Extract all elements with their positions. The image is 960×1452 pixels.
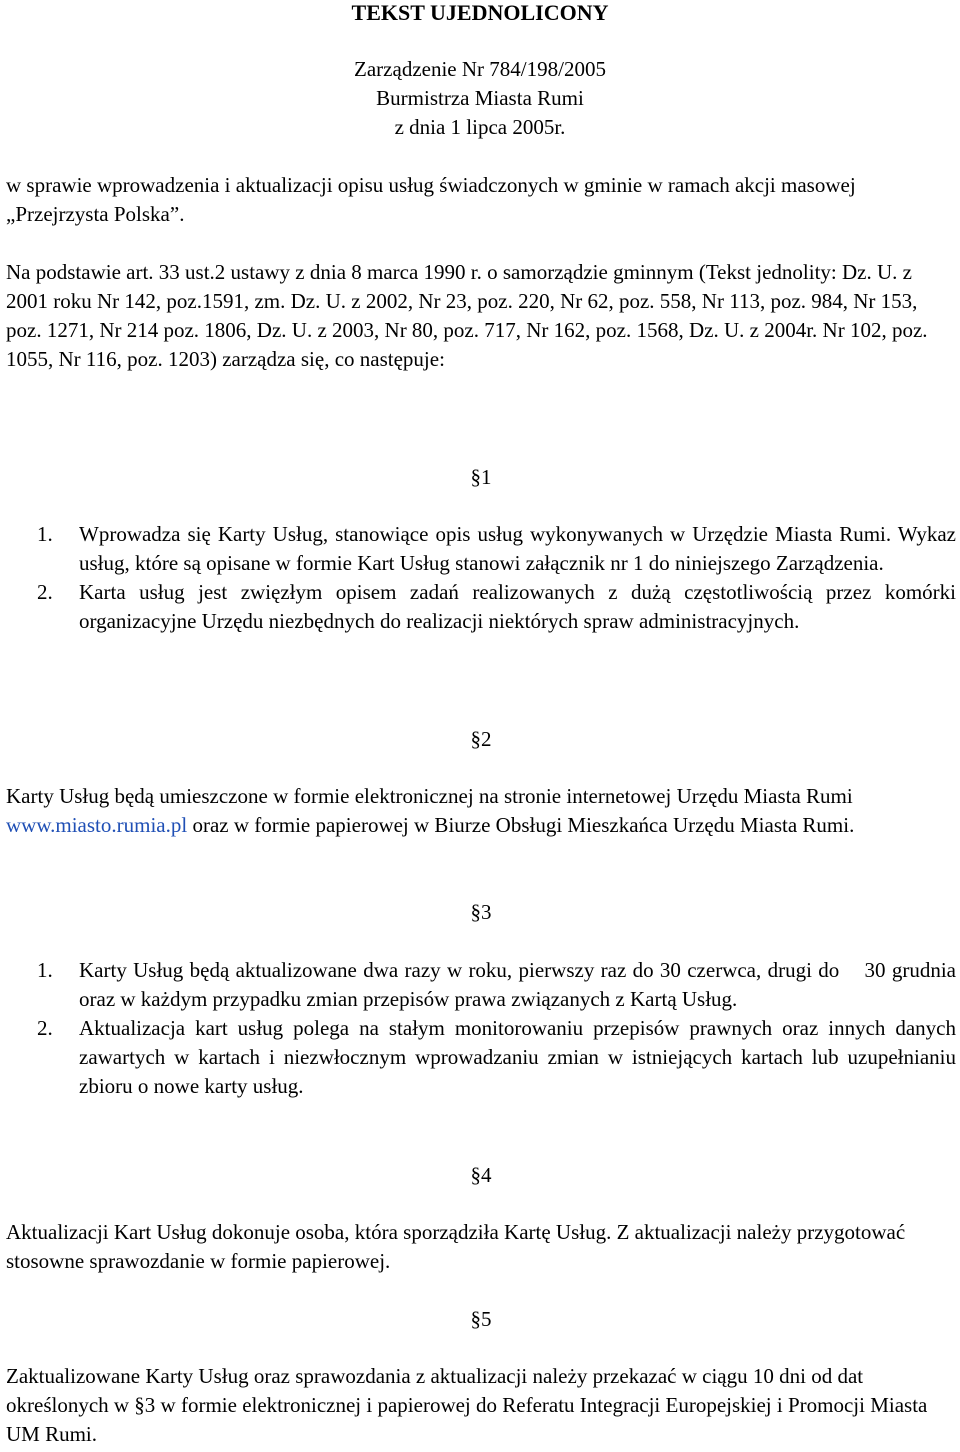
list-item-number: 2. [37, 1016, 53, 1040]
ordinance-number: Zarządzenie Nr 784/198/2005 [354, 57, 606, 81]
list-item [37, 956, 956, 1014]
legal-basis-paragraph: Na podstawie art. 33 ust.2 ustawy z dnia 8 marca 1990 r. o samorządzie gminnym (Tekst jednolity: Dz. U. z 2001 roku Nr 142, poz.1591, zm. Dz. U. z 2002, Nr 23, poz. 220, Nr 62, poz. 558, Nr 113, poz. 984, Nr 153, poz. 1271, Nr 214 poz. 1806, Dz. U. z 2003, Nr 80, poz. 717, Nr 162, poz. 1568, Dz. U. z 2004r. Nr 102, poz. 1055, Nr 116, poz. 1203) zarządza się, co następuje: [6, 260, 928, 371]
list-item-text: Aktualizacja kart usług polega na stałym monitorowaniu przepisów prawnych oraz innych danych zawartych w kartach i niezwłocznym wprowadzaniu zmian w istniejących kartach lub uzupełnianiu zbioru o nowe karty usług. [79, 1016, 956, 1098]
ordinance-subject: w sprawie wprowadzenia i aktualizacji opisu usług świadczonych w gminie w ramach akcji masowej „Przejrzysta Polska”. [6, 173, 856, 226]
section-5-paragraph: Zaktualizowane Karty Usług oraz sprawozdania z aktualizacji należy przekazać w ciągu 10 dni od dat określonych w §3 w formie elektronicznej i papierowej do Referatu Integracji Europejskiej i Promocji Miasta UM Rumi. [6, 1364, 928, 1446]
section-2-text-end: oraz w formie papierowej w Biurze Obsługi Mieszkańca Urzędu Miasta Rumi. [187, 813, 855, 837]
section-5-mark: §5 [470, 1307, 492, 1331]
ordinance-date: z dnia 1 lipca 2005r. [394, 115, 566, 139]
ordinance-issuer: Burmistrza Miasta Rumi [376, 86, 584, 110]
section-3-mark: §3 [470, 900, 492, 924]
list-item [37, 1014, 956, 1101]
list-item-number: 2. [37, 580, 53, 604]
section-4-mark: §4 [470, 1163, 492, 1187]
ordinance-header [0, 55, 960, 142]
list-item-text: Karty Usług będą aktualizowane dwa razy w roku, pierwszy raz do 30 czerwca, drugi do 30 grudnia oraz w każdym przypadku zmian przepisów prawa związanych z Kartą Usług. [79, 958, 956, 1011]
section-2-mark: §2 [470, 727, 492, 751]
list-item-number: 1. [37, 522, 53, 546]
list-item-text: Karta usług jest zwięzłym opisem zadań realizowanych z dużą częstotliwością przez komórki organizacyjne Urzędu niezbędnych do realizacji niektórych spraw administracyjnych. [79, 580, 956, 633]
list-item [37, 520, 956, 578]
section-4-paragraph: Aktualizacji Kart Usług dokonuje osoba, która sporządziła Kartę Usług. Z aktualizacji należy przygotować stosowne sprawozdanie w formie papierowej. [6, 1220, 906, 1273]
list-item-number: 1. [37, 958, 53, 982]
document-title: TEKST UJEDNOLICONY [351, 0, 609, 25]
list-item-text: Wprowadza się Karty Usług, stanowiące opis usług wykonywanych w Urzędzie Miasta Rumi. Wykaz usług, które są opisane w formie Kart Usług stanowi załącznik nr 1 do niniejszego Zarządzenia. [79, 522, 956, 575]
section-1-mark: §1 [470, 465, 492, 489]
section-2-text-start: Karty Usług będą umieszczone w formie elektronicznej na stronie internetowej Urzędu Miasta Rumi [6, 784, 853, 808]
website-link[interactable]: www.miasto.rumia.pl [6, 813, 188, 837]
list-item [37, 578, 956, 636]
section-3-list [37, 956, 956, 1101]
section-1-list [37, 520, 956, 636]
section-2-paragraph [6, 782, 906, 840]
